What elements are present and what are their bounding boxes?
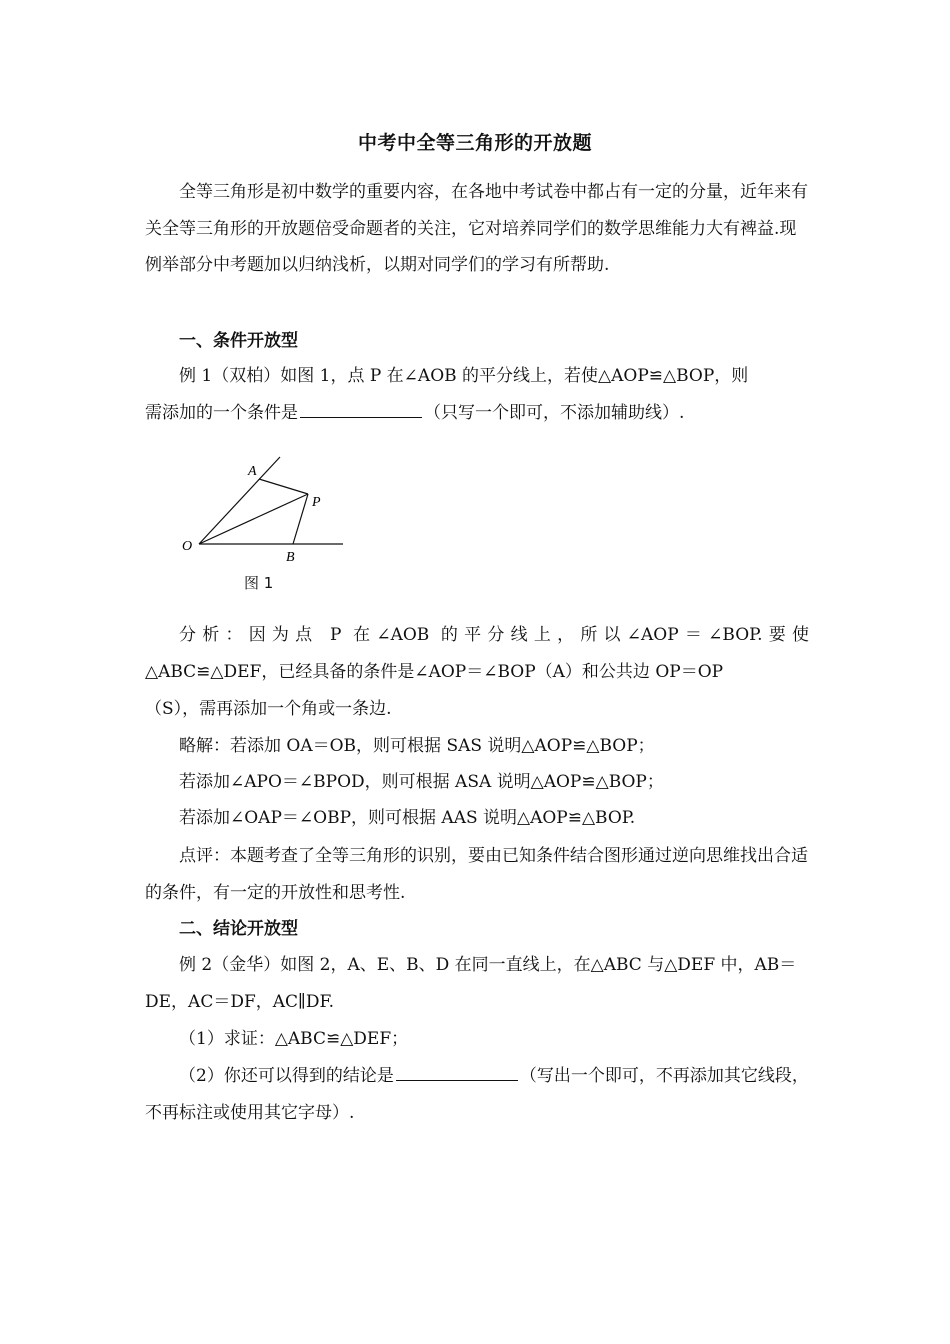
solution-line-asa: 若添加∠APO＝∠BPOD，则可根据 ASA 说明△AOP≌△BOP；: [179, 772, 664, 792]
section-heading-conclusion-open: 二、结论开放型: [179, 919, 298, 939]
segment-ap: [259, 479, 308, 494]
figure-1-angle-bisector-diagram: [180, 455, 350, 575]
figure-1-caption: 图 1: [244, 574, 274, 592]
question-2-after: （写出一个即可，不再添加其它线段，不再标注或使用其它字母）.: [145, 1066, 809, 1123]
example1-line2-after: （只写一个即可，不添加辅助线）.: [424, 403, 685, 423]
section-heading-condition-open: 一、条件开放型: [179, 331, 298, 351]
ray-oa: [199, 457, 280, 544]
analysis-line2: △ABC≌△DEF，已经具备的条件是∠AOP＝∠BOP（A）和公共边 OP＝OP: [145, 662, 724, 682]
segment-op: [199, 494, 308, 544]
page-title: 中考中全等三角形的开放题: [357, 132, 592, 154]
question-2-before: （2）你还可以得到的结论是: [179, 1066, 394, 1086]
analysis-line1: 分析：因为点 P 在∠AOB 的平分线上，所以∠AOP＝∠BOP.要使: [179, 625, 809, 645]
example2-paragraph: 例 2（金华）如图 2，A、E、B、D 在同一直线上，在△ABC 与△DEF 中，AB＝DE，AC＝DF，AC∥DF.: [145, 955, 797, 1012]
label-b: B: [286, 550, 295, 565]
example1-line2-before: 需添加的一个条件是: [145, 403, 298, 423]
question-1: （1）求证：△ABC≌△DEF；: [179, 1029, 409, 1049]
question-2: [145, 1058, 809, 1131]
example1-line2: [145, 395, 684, 431]
solution-line-sas: 略解：若添加 OA＝OB，则可根据 SAS 说明△AOP≌△BOP；: [179, 736, 655, 756]
intro-paragraph: 全等三角形是初中数学的重要内容，在各地中考试卷中都占有一定的分量，近年来有关全等三角形的开放题倍受命题者的关注，它对培养同学们的数学思维能力大有裨益.现例举部分中考题加以归纳浅析，以期对同学们的学习有所帮助.: [145, 182, 808, 275]
answer-blank-1[interactable]: [300, 399, 422, 418]
answer-blank-2[interactable]: [396, 1062, 518, 1081]
comment-paragraph: 点评：本题考查了全等三角形的识别，要由已知条件结合图形通过逆向思维找出合适的条件，有一定的开放性和思考性.: [145, 846, 808, 903]
segment-bp: [293, 494, 308, 544]
solution-line-aas: 若添加∠OAP＝∠OBP，则可根据 AAS 说明△AOP≌△BOP.: [179, 808, 636, 828]
label-a: A: [248, 464, 257, 479]
analysis-line3: （S），需再添加一个角或一条边.: [145, 699, 392, 719]
example1-line1: 例 1（双柏）如图 1，点 P 在∠AOB 的平分线上，若使△AOP≌△BOP，则: [179, 366, 749, 386]
label-p: P: [312, 495, 321, 510]
label-o: O: [182, 539, 193, 554]
